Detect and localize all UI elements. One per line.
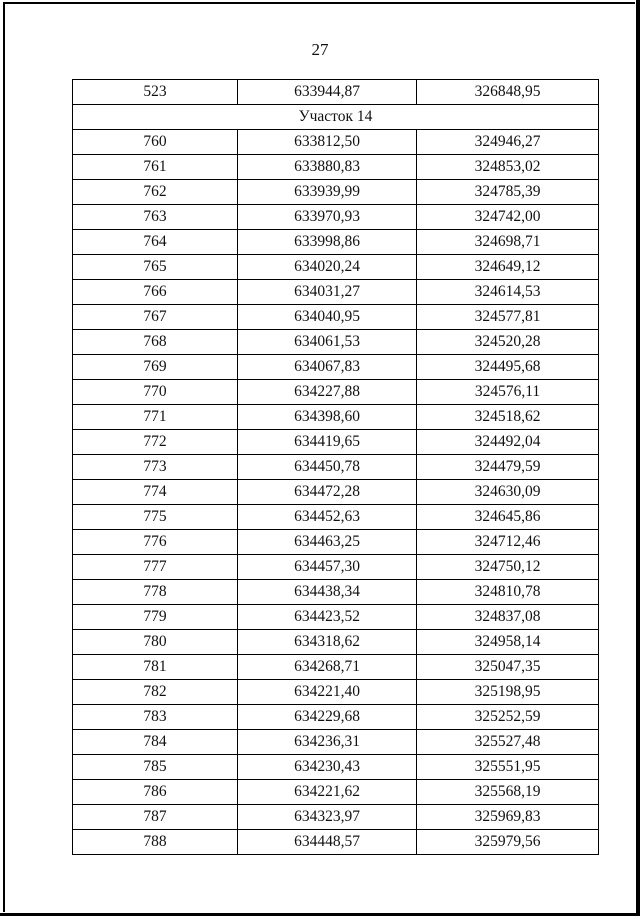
x-coordinate-cell: 634227,88 xyxy=(238,380,417,405)
table-row xyxy=(73,230,599,255)
y-coordinate-cell: 324946,27 xyxy=(417,130,599,155)
y-coordinate-cell: 324577,81 xyxy=(417,305,599,330)
y-coordinate-cell: 324495,68 xyxy=(417,355,599,380)
point-number-cell: 781 xyxy=(73,655,238,680)
y-coordinate-cell: 324518,62 xyxy=(417,405,599,430)
y-coordinate-cell: 324698,71 xyxy=(417,230,599,255)
table-row xyxy=(73,130,599,155)
table-row xyxy=(73,705,599,730)
table-row xyxy=(73,305,599,330)
table-row xyxy=(73,430,599,455)
y-coordinate-cell: 325551,95 xyxy=(417,755,599,780)
x-coordinate-cell: 634318,62 xyxy=(238,630,417,655)
point-number-cell: 782 xyxy=(73,680,238,705)
point-number-cell: 770 xyxy=(73,380,238,405)
x-coordinate-cell: 634472,28 xyxy=(238,480,417,505)
table-row xyxy=(73,455,599,480)
point-number-cell: 776 xyxy=(73,530,238,555)
x-coordinate-cell: 634448,57 xyxy=(238,830,417,855)
table-row xyxy=(73,280,599,305)
point-number-cell: 774 xyxy=(73,480,238,505)
x-coordinate-cell: 634398,60 xyxy=(238,405,417,430)
point-number-cell: 766 xyxy=(73,280,238,305)
point-number-cell: 767 xyxy=(73,305,238,330)
point-number-cell: 785 xyxy=(73,755,238,780)
y-coordinate-cell: 324576,11 xyxy=(417,380,599,405)
x-coordinate-cell: 634221,40 xyxy=(238,680,417,705)
point-number-cell: 768 xyxy=(73,330,238,355)
point-number-cell: 779 xyxy=(73,605,238,630)
point-number-cell: 780 xyxy=(73,630,238,655)
point-number-cell: 762 xyxy=(73,180,238,205)
x-coordinate-cell: 633939,99 xyxy=(238,180,417,205)
y-coordinate-cell: 324492,04 xyxy=(417,430,599,455)
table-row xyxy=(73,755,599,780)
x-coordinate-cell: 634452,63 xyxy=(238,505,417,530)
point-number-cell: 784 xyxy=(73,730,238,755)
point-number-cell: 769 xyxy=(73,355,238,380)
coordinates-table xyxy=(72,79,599,855)
x-coordinate-cell: 634020,24 xyxy=(238,255,417,280)
table-row xyxy=(73,730,599,755)
point-number-cell: 772 xyxy=(73,430,238,455)
coordinates-table-body xyxy=(73,80,599,855)
x-coordinate-cell: 634221,62 xyxy=(238,780,417,805)
table-row xyxy=(73,380,599,405)
x-coordinate-cell: 633944,87 xyxy=(238,80,417,105)
table-row xyxy=(73,180,599,205)
y-coordinate-cell: 324520,28 xyxy=(417,330,599,355)
x-coordinate-cell: 634268,71 xyxy=(238,655,417,680)
table-row xyxy=(73,330,599,355)
y-coordinate-cell: 324810,78 xyxy=(417,580,599,605)
y-coordinate-cell: 325047,35 xyxy=(417,655,599,680)
point-number-cell: 771 xyxy=(73,405,238,430)
table-row xyxy=(73,780,599,805)
x-coordinate-cell: 633880,83 xyxy=(238,155,417,180)
x-coordinate-cell: 634323,97 xyxy=(238,805,417,830)
point-number-cell: 788 xyxy=(73,830,238,855)
point-number-cell: 765 xyxy=(73,255,238,280)
x-coordinate-cell: 634450,78 xyxy=(238,455,417,480)
point-number-cell: 783 xyxy=(73,705,238,730)
point-number-cell: 773 xyxy=(73,455,238,480)
y-coordinate-cell: 324630,09 xyxy=(417,480,599,505)
table-row xyxy=(73,630,599,655)
page-number: 27 xyxy=(311,40,329,59)
y-coordinate-cell: 325252,59 xyxy=(417,705,599,730)
x-coordinate-cell: 634463,25 xyxy=(238,530,417,555)
x-coordinate-cell: 634419,65 xyxy=(238,430,417,455)
y-coordinate-cell: 324645,86 xyxy=(417,505,599,530)
point-number-cell: 763 xyxy=(73,205,238,230)
x-coordinate-cell: 634236,31 xyxy=(238,730,417,755)
y-coordinate-cell: 325568,19 xyxy=(417,780,599,805)
table-row xyxy=(73,205,599,230)
y-coordinate-cell: 326848,95 xyxy=(417,80,599,105)
x-coordinate-cell: 634067,83 xyxy=(238,355,417,380)
table-row xyxy=(73,805,599,830)
x-coordinate-cell: 634438,34 xyxy=(238,580,417,605)
table-row xyxy=(73,405,599,430)
point-number-cell: 787 xyxy=(73,805,238,830)
table-row xyxy=(73,655,599,680)
y-coordinate-cell: 324649,12 xyxy=(417,255,599,280)
page-right-edge xyxy=(636,0,640,916)
point-number-cell: 764 xyxy=(73,230,238,255)
x-coordinate-cell: 634457,30 xyxy=(238,555,417,580)
point-number-cell: 523 xyxy=(73,80,238,105)
section-header-row xyxy=(73,105,599,130)
table-row xyxy=(73,480,599,505)
table-row xyxy=(73,80,599,105)
y-coordinate-cell: 324785,39 xyxy=(417,180,599,205)
table-row xyxy=(73,355,599,380)
table-row xyxy=(73,505,599,530)
y-coordinate-cell: 324614,53 xyxy=(417,280,599,305)
table-row xyxy=(73,580,599,605)
y-coordinate-cell: 324958,14 xyxy=(417,630,599,655)
x-coordinate-cell: 633998,86 xyxy=(238,230,417,255)
y-coordinate-cell: 325979,56 xyxy=(417,830,599,855)
point-number-cell: 777 xyxy=(73,555,238,580)
y-coordinate-cell: 325198,95 xyxy=(417,680,599,705)
table-row xyxy=(73,255,599,280)
y-coordinate-cell: 324837,08 xyxy=(417,605,599,630)
section-title: Участок 14 xyxy=(73,105,599,130)
table-row xyxy=(73,605,599,630)
point-number-cell: 760 xyxy=(73,130,238,155)
x-coordinate-cell: 634229,68 xyxy=(238,705,417,730)
point-number-cell: 761 xyxy=(73,155,238,180)
y-coordinate-cell: 324742,00 xyxy=(417,205,599,230)
x-coordinate-cell: 634423,52 xyxy=(238,605,417,630)
table-row xyxy=(73,555,599,580)
x-coordinate-cell: 634040,95 xyxy=(238,305,417,330)
table-row xyxy=(73,155,599,180)
x-coordinate-cell: 634031,27 xyxy=(238,280,417,305)
table-row xyxy=(73,830,599,855)
x-coordinate-cell: 634061,53 xyxy=(238,330,417,355)
y-coordinate-cell: 325969,83 xyxy=(417,805,599,830)
table-row xyxy=(73,530,599,555)
x-coordinate-cell: 633812,50 xyxy=(238,130,417,155)
x-coordinate-cell: 633970,93 xyxy=(238,205,417,230)
point-number-cell: 775 xyxy=(73,505,238,530)
y-coordinate-cell: 324712,46 xyxy=(417,530,599,555)
y-coordinate-cell: 324479,59 xyxy=(417,455,599,480)
y-coordinate-cell: 325527,48 xyxy=(417,730,599,755)
table-row xyxy=(73,680,599,705)
y-coordinate-cell: 324853,02 xyxy=(417,155,599,180)
point-number-cell: 786 xyxy=(73,780,238,805)
x-coordinate-cell: 634230,43 xyxy=(238,755,417,780)
y-coordinate-cell: 324750,12 xyxy=(417,555,599,580)
point-number-cell: 778 xyxy=(73,580,238,605)
